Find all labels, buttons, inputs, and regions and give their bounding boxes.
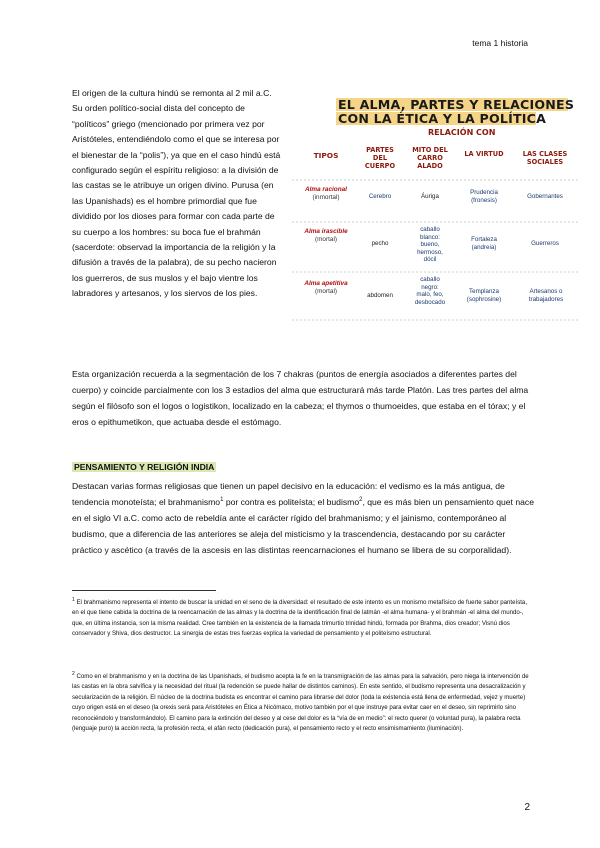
col-header-virtud: LA VIRTUD	[464, 150, 504, 158]
cell-virtue-2: Fortaleza (andreia)	[471, 236, 497, 251]
soul-name: Alma irascible	[304, 228, 348, 235]
paragraph-religions	[72, 478, 534, 558]
col-header-clases: LAS CLASES SOCIALES	[522, 150, 568, 166]
cell-class-2: Guerreros	[531, 240, 559, 247]
soul-parts-figure	[288, 94, 583, 324]
cell-body-1: Cerebro	[368, 193, 392, 200]
footnote-2	[72, 672, 534, 734]
soul-row-3	[294, 280, 358, 296]
religions-text-c: , que es más bien un pensamiento quet nace en el siglo VI a.C. como acto de rebeldía ante el carácter rígido del brahmanismo; y el jainismo, contemporáneo al budismo, que a diferencia de las anteriores se aleja del misticismo y la trascendencia, destacando por su carácter práctico y ascético (a través de la ascesis en las distintas reencarnaciones el humano se libera de su corporalidad).	[72, 497, 534, 555]
footnote-ref-1[interactable]: 1	[220, 497, 224, 504]
soul-row-1	[294, 186, 358, 202]
cell-myth-3: caballo negro: malo, feo, desbocado	[414, 276, 446, 306]
col-header-mito: MITO DEL CARRO ALADO	[412, 146, 448, 170]
footnote-ref-2[interactable]: 2	[359, 497, 363, 504]
soul-name: Alma apetitiva	[304, 280, 348, 287]
footnote-number: 1	[72, 596, 75, 603]
col-header-partes: PARTES DEL CUERPO	[364, 146, 396, 170]
footnote-text: Como en el brahmanismo y en la doctrina de las Upanishads, el budismo acepta la fe en la transmigración de las almas para la salvación, pero niega la intervención de las castas en la obra salvífica y la necesidad del ritual (la redención se puede hallar de distintos caminos). En este sentido, el budismo representa una desacralización y secularización de la religión. El núcleo de la doctrina budista es encontrar el camino para librarse del dolor (toda la existencia está llena de enfermedad, vejez y muerte) cuyo origen está en el deseo (la orexis será para Aristóteles en Ética a Nicómaco, motivo también por el que instruye para evitar caer en el deseo, sin reprimirlo sino reconociéndolo y transformándolo). El camino para la extinción del deseo y al cese del dolor es la “vía de en medio”: el recto querer (o voluntad pura), la palabra recta (lenguaje puro) la acción recta, la profesión recta, el afán recto (dedicación pura), el pensamiento recto y el recto ensimismamiento (iluminación).	[72, 673, 529, 733]
footnote-separator	[72, 590, 216, 591]
figure-title-line2: CON LA ÉTICA Y LA POLÍTICA	[338, 111, 547, 126]
cell-body-3: abdomen	[367, 292, 393, 299]
figure-relation-header: RELACIÓN CON	[428, 128, 496, 137]
soul-row-2	[294, 228, 358, 244]
cell-class-1: Gobernantes	[527, 193, 563, 200]
figure-title-line1: EL ALMA, PARTES Y RELACIONES	[338, 97, 575, 112]
cell-myth-2: caballo blanco: bueno, hermoso, dócil	[417, 226, 443, 264]
paragraph-chakras: Esta organización recuerda a la segmentación de los 7 chakras (puntos de energía asociados a diferentes partes del cuerpo) y coincide parcialmente con los 3 estadios del alma que estructurará más tarde Platón. Las tres partes del alma según el filósofo son el logos o logistikon, localizado en la cabeza; el thymos o thumoeides, que estaba en el tórax; y el eros o epithumetikon, que actuaba desde el estómago.	[72, 369, 529, 427]
footnote-number: 2	[72, 670, 75, 677]
cell-myth-1: Áuriga	[421, 193, 439, 200]
soul-mortality: (inmortal)	[312, 194, 340, 201]
footnote-1	[72, 598, 534, 640]
soul-mortality: (mortal)	[314, 288, 337, 295]
col-header-tipos: TIPOS	[313, 151, 339, 160]
religions-text-b: por contra es politeísta; el budismo	[223, 497, 360, 507]
cell-class-3: Artesanos o trabajadores	[528, 288, 564, 303]
cell-virtue-3: Templanza (sophrosine)	[466, 288, 502, 303]
intro-paragraph: El origen de la cultura hindú se remonta al 2 mil a.C. Su orden político-social dista del concepto de “políticos” griego (mencionado por primera vez por Aristóteles, entendiéndolo como el que se interesa por el bienestar de la “polis”), ya que en el caso hindú está configurado según el espíritu religioso: a la división de las castas se le atribuye un origen divino. Purusa (en las Upanishads) es el hombre primordial que fue dividido por los dioses para formar con cada parte de su cuerpo a los hombres: su boca fue el brahmán (sacerdote: observad la importancia de la religión y la difusión a través de la palabra), de su pecho nacieron los guerreros, de sus muslos y el bajo vientre los labradores y artesanos, y los siervos de los pies.	[72, 88, 281, 299]
soul-name: Alma racional	[305, 186, 347, 193]
section-heading: PENSAMIENTO Y RELIGIÓN INDIA	[74, 462, 215, 472]
cell-body-2: pecho	[371, 240, 389, 247]
cell-virtue-1: Prudencia (fronesis)	[470, 189, 498, 204]
soul-mortality: (mortal)	[314, 236, 337, 243]
page-number: 2	[524, 802, 530, 813]
running-header: tema 1 historia	[472, 38, 528, 48]
footnote-text: El brahmanismo representa el intento de buscar la unidad en el seno de la diversidad: el resultado de este intento es un monismo metafísico de fuerte sabor panteísta, en el que tiene cabida la doctrina de la reencarnación de las almas y la doctrina de la identificación final de latmán -el alma humana- y el brahmán -el alma del mundo-, que, en última instancia, son la misma realidad. Cree también en la existencia de la llamada trimurtio trinidad hindú, formada por Brahma, dios creador; Visnú dios conservador y Shiva, dios destructor. La sinergia de estas tres fuerzas explica la variedad de pensamiento y el politeísmo estructural.	[72, 599, 528, 638]
religions-text-a: Destacan varias formas religiosas que tienen un papel decisivo en la educación: el vedismo es la más antigua, de tendencia monoteísta; el brahmanismo	[72, 481, 505, 507]
